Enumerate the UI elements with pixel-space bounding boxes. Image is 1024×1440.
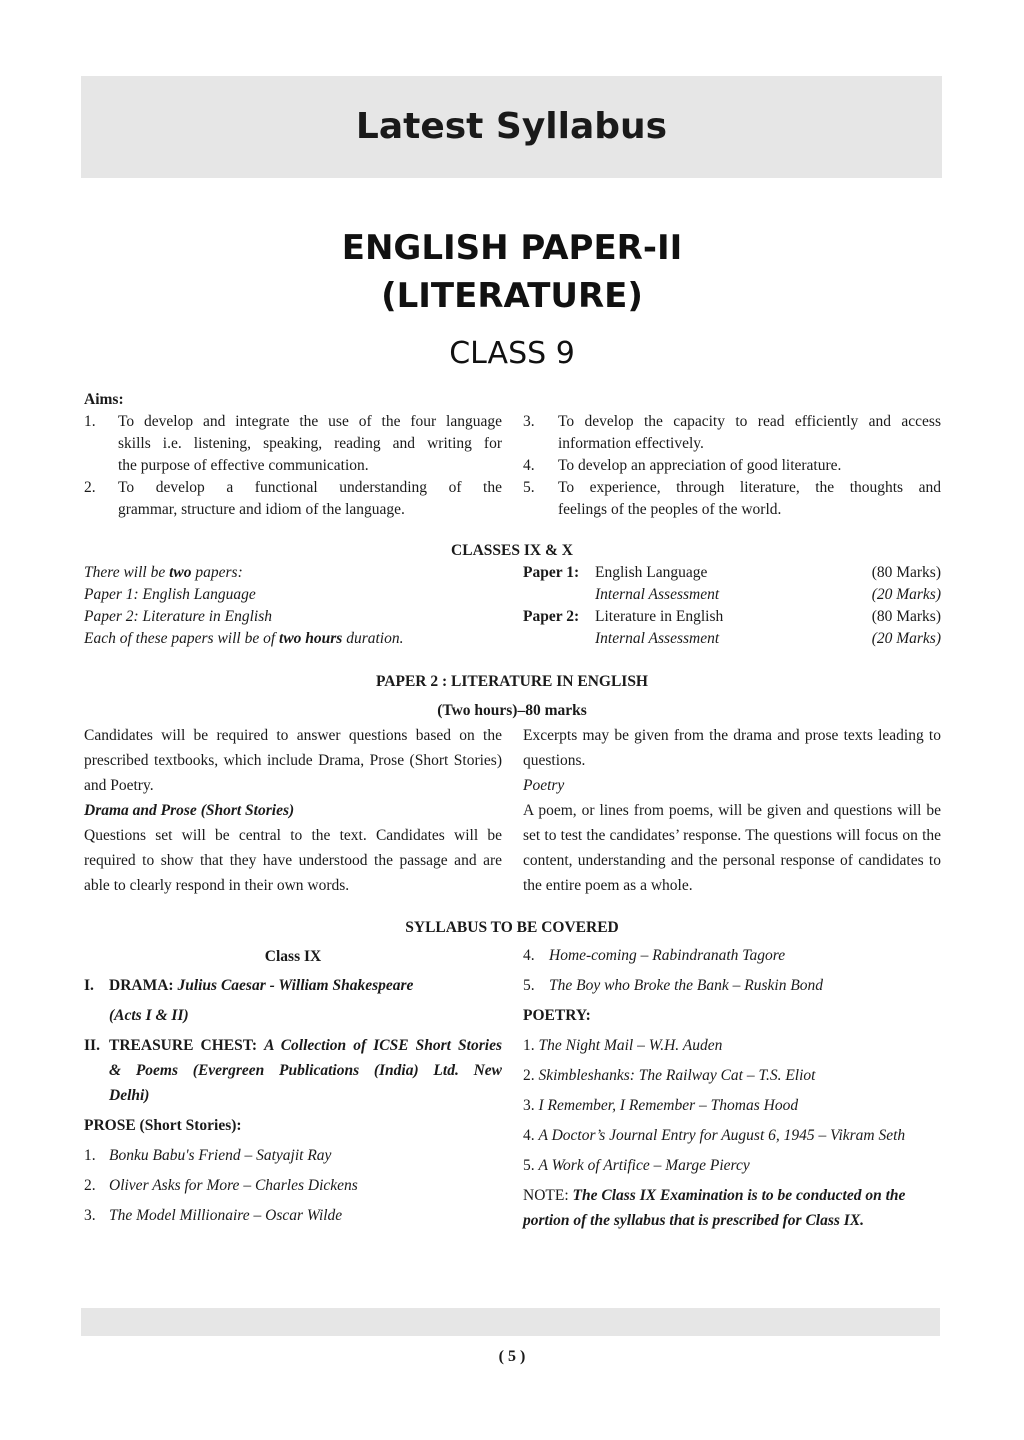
treasure-title-line2: & Poems (Evergreen Publications (India) Ltd. New xyxy=(109,1062,502,1079)
paper-name: Internal Assessment xyxy=(595,586,720,603)
syllabus-note xyxy=(523,1183,943,1233)
aim-number: 1. xyxy=(84,413,96,430)
drama-acts: (Acts I & II) xyxy=(109,1007,189,1024)
paper2-intro: Candidates will be required to answer questions based on the prescribed textbooks, which include Drama, Prose (Short Stories) and Poetry. xyxy=(84,727,502,794)
poetry-title: I Remember, I Remember – Thomas Hood xyxy=(538,1097,799,1114)
paper-name: Literature in English xyxy=(595,608,724,625)
prose-title: Home-coming – Rabindranath Tagore xyxy=(549,947,786,964)
note-label: NOTE: xyxy=(523,1187,569,1204)
poetry-text: A poem, or lines from poems, will be given and questions will be set to test the candidates’ response. The questions will focus on the content, understanding and the personal response of candidates to the entire poem as a whole. xyxy=(523,802,941,894)
paper-label: Paper 1: xyxy=(523,564,580,581)
treasure-title-line3: Delhi) xyxy=(109,1087,150,1104)
aim-line: feelings of the peoples of the world. xyxy=(558,501,782,518)
paper2-left-column xyxy=(84,723,502,898)
drama-item xyxy=(84,973,502,998)
aim-number: 5. xyxy=(523,479,535,496)
aims-heading: Aims: xyxy=(84,391,124,408)
prose-title: The Model Millionaire – Oscar Wilde xyxy=(109,1207,343,1224)
poetry-heading: Poetry xyxy=(523,777,565,794)
poetry-item xyxy=(523,1063,815,1088)
prose-number: 3. xyxy=(84,1207,96,1224)
footer-bar xyxy=(81,1308,940,1336)
paper2-heading: PAPER 2 : LITERATURE IN ENGLISH xyxy=(375,673,648,690)
treasure-title-line1: A Collection of ICSE Short Stories xyxy=(264,1037,502,1054)
paper-marks: (20 Marks) xyxy=(871,630,941,647)
note-line2: portion of the syllabus that is prescribed for Class IX. xyxy=(523,1212,865,1229)
drama-number: I. xyxy=(84,977,94,994)
page-number: ( 5 ) xyxy=(498,1348,526,1365)
paper2-subheading: (Two hours)–80 marks xyxy=(437,702,587,719)
aim-item-3 xyxy=(523,411,941,455)
poetry-title: A Doctor’s Journal Entry for August 6, 1945 – Vikram Seth xyxy=(538,1127,906,1144)
aim-number: 4. xyxy=(523,457,535,474)
paper-label: Paper 2: xyxy=(523,608,580,625)
poetry-list-heading: POETRY: xyxy=(523,1007,591,1024)
prose-title: The Boy who Broke the Bank – Ruskin Bond xyxy=(549,977,824,994)
syllabus-heading: SYLLABUS TO BE COVERED xyxy=(405,919,619,936)
poetry-number: 3. xyxy=(523,1097,535,1114)
prose-heading: PROSE (Short Stories): xyxy=(84,1117,242,1134)
class-ix-label: Class IX xyxy=(264,948,322,965)
aim-number: 3. xyxy=(523,413,535,430)
aim-line: grammar, structure and idiom of the language. xyxy=(118,501,405,518)
drama-prose-text: Questions set will be central to the text. Candidates will be required to show that they have understood the passage and are able to clearly respond in their own words. xyxy=(84,827,502,894)
marks-table xyxy=(523,562,941,650)
paper-name: English Language xyxy=(595,564,708,581)
papers-intro xyxy=(84,562,504,650)
poetry-title: A Work of Artifice – Marge Piercy xyxy=(538,1157,750,1174)
paper-marks: (20 Marks) xyxy=(871,586,941,603)
aim-line: the purpose of effective communication. xyxy=(118,457,369,474)
poetry-item xyxy=(523,1123,905,1148)
aim-line: To develop and integrate the use of the four language xyxy=(118,413,502,430)
classes-heading: CLASSES IX & X xyxy=(451,542,573,559)
marks-row xyxy=(523,628,941,650)
poetry-item xyxy=(523,1033,722,1058)
paper-marks: (80 Marks) xyxy=(871,564,941,581)
paper2-right-column xyxy=(523,723,941,898)
papers-count-line: There will be two papers: xyxy=(84,564,243,581)
drama-title: Julius Caesar - William Shakespeare xyxy=(177,977,414,994)
aim-line: To develop an appreciation of good literature. xyxy=(558,457,842,474)
drama-label: DRAMA: xyxy=(109,977,178,994)
treasure-number: II. xyxy=(84,1037,100,1054)
aim-line: skills i.e. listening, speaking, reading and writing for xyxy=(118,435,502,452)
poetry-number: 4. xyxy=(523,1127,535,1144)
marks-row xyxy=(523,584,941,606)
note-line1: The Class IX Examination is to be conducted on the xyxy=(568,1187,906,1204)
banner-title: Latest Syllabus xyxy=(355,106,668,147)
aim-line: To develop the capacity to read efficiently and access xyxy=(558,413,941,430)
aim-line: information effectively. xyxy=(558,435,704,452)
prose-number: 1. xyxy=(84,1147,96,1164)
drama-prose-heading: Drama and Prose (Short Stories) xyxy=(84,802,295,819)
excerpts-text: Excerpts may be given from the drama and prose texts leading to questions. xyxy=(523,727,941,769)
poetry-number: 5. xyxy=(523,1157,535,1174)
aim-item-2 xyxy=(84,477,502,521)
duration-line: Each of these papers will be of two hours duration. xyxy=(84,630,404,647)
poetry-number: 1. xyxy=(523,1037,535,1054)
aim-line: To develop a functional understanding of the xyxy=(118,479,502,496)
poetry-item xyxy=(523,1093,798,1118)
poetry-title: Skimbleshanks: The Railway Cat – T.S. Eliot xyxy=(538,1067,816,1084)
paper-title-line2: (LITERATURE) xyxy=(381,276,643,316)
treasure-label: TREASURE CHEST: xyxy=(109,1037,265,1054)
paper-title-line1: ENGLISH PAPER-II xyxy=(341,228,683,268)
prose-number: 5. xyxy=(523,977,535,994)
prose-title: Oliver Asks for More – Charles Dickens xyxy=(109,1177,358,1194)
paper-marks: (80 Marks) xyxy=(871,608,941,625)
poetry-item xyxy=(523,1153,750,1178)
paper-1-line: Paper 1: English Language xyxy=(84,586,256,603)
aim-item-4 xyxy=(523,455,941,477)
aim-item-1 xyxy=(84,411,502,477)
paper-2-line: Paper 2: Literature in English xyxy=(84,608,272,625)
treasure-item xyxy=(84,1033,502,1108)
header-banner xyxy=(81,76,942,178)
prose-title: Bonku Babu's Friend – Satyajit Ray xyxy=(109,1147,332,1164)
aim-line: To experience, through literature, the thoughts and xyxy=(558,479,941,496)
paper-title xyxy=(0,224,1024,320)
paper-name: Internal Assessment xyxy=(595,630,720,647)
aim-item-5 xyxy=(523,477,941,521)
poetry-title: The Night Mail – W.H. Auden xyxy=(538,1037,723,1054)
prose-number: 4. xyxy=(523,947,535,964)
marks-row xyxy=(523,606,941,628)
class-title: CLASS 9 xyxy=(449,336,575,371)
prose-number: 2. xyxy=(84,1177,96,1194)
poetry-number: 2. xyxy=(523,1067,535,1084)
aim-number: 2. xyxy=(84,479,96,496)
marks-row xyxy=(523,562,941,584)
